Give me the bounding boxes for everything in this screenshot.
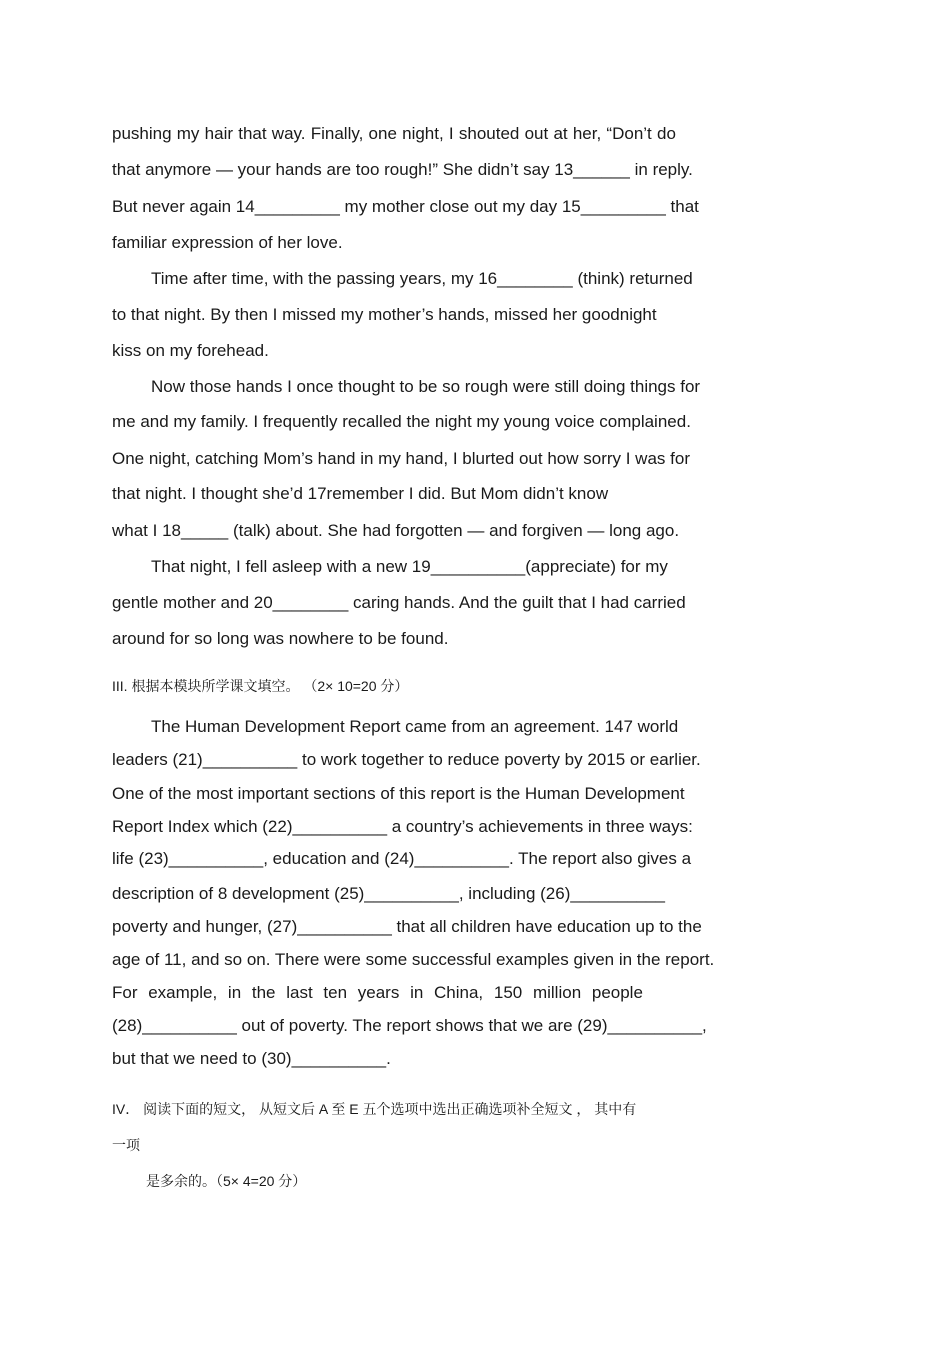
passage-line: kiss on my forehead. <box>112 341 269 360</box>
summary-line: life (23)__________, education and (24)__________. The report also gives a <box>112 849 692 868</box>
section-heading-iv: IV． 阅读下面的短文， 从短文后 A 至 E 五个选项中选出正确选项补全短文 ， 其中有 <box>112 1101 637 1117</box>
summary-line: but that we need to (30)__________. <box>112 1049 391 1068</box>
passage-line: One night, catching Mom’s hand in my hand, I blurted out how sorry I was for <box>112 449 690 468</box>
passage-line: around for so long was nowhere to be found. <box>112 629 449 648</box>
passage-line: me and my family. I frequently recalled the night my young voice complained. <box>112 412 691 431</box>
summary-line: The Human Development Report came from an agreement. 147 world <box>151 717 679 736</box>
summary-line: (28)__________ out of poverty. The report shows that we are (29)__________, <box>112 1016 707 1035</box>
passage-line: familiar expression of her love. <box>112 233 343 252</box>
passage-line: what I 18_____ (talk) about. She had forgotten — and forgiven — long ago. <box>112 521 680 540</box>
section-heading-iv-cont: 一项 <box>112 1137 140 1153</box>
passage-line: that night. I thought she’d 17remember I did. But Mom didn’t know <box>112 484 609 503</box>
summary-line: description of 8 development (25)__________, including (26)__________ <box>112 884 665 903</box>
summary-line: One of the most important sections of this report is the Human Development <box>112 784 685 803</box>
summary-line: poverty and hunger, (27)__________ that all children have education up to the <box>112 917 702 936</box>
summary-line: For example, in the last ten years in China, 150 million people <box>112 983 643 1002</box>
section-heading-iv-note: 是多余的。（5× 4=20 分） <box>146 1173 307 1189</box>
summary-line: Report Index which (22)__________ a country’s achievements in three ways: <box>112 817 693 836</box>
passage-line: that anymore — your hands are too rough!” She didn’t say 13______ in reply. <box>112 160 693 179</box>
passage-line: gentle mother and 20________ caring hands. And the guilt that I had carried <box>112 593 686 612</box>
passage-line: But never again 14_________ my mother close out my day 15_________ that <box>112 197 699 216</box>
passage-line: to that night. By then I missed my mother’s hands, missed her goodnight <box>112 305 657 324</box>
summary-line: leaders (21)__________ to work together to reduce poverty by 2015 or earlier. <box>112 750 701 769</box>
passage-line: Time after time, with the passing years, my 16________ (think) returned <box>151 269 693 288</box>
section-heading-iii: III. 根据本模块所学课文填空。 （2× 10=20 分） <box>112 678 409 694</box>
passage-line: That night, I fell asleep with a new 19__________(appreciate) for my <box>151 557 668 576</box>
passage-line: pushing my hair that way. Finally, one night, I shouted out at her, “Don’t do <box>112 124 676 143</box>
passage-line: Now those hands I once thought to be so rough were still doing things for <box>151 377 701 396</box>
summary-line: age of 11, and so on. There were some successful examples given in the report. <box>112 950 715 969</box>
